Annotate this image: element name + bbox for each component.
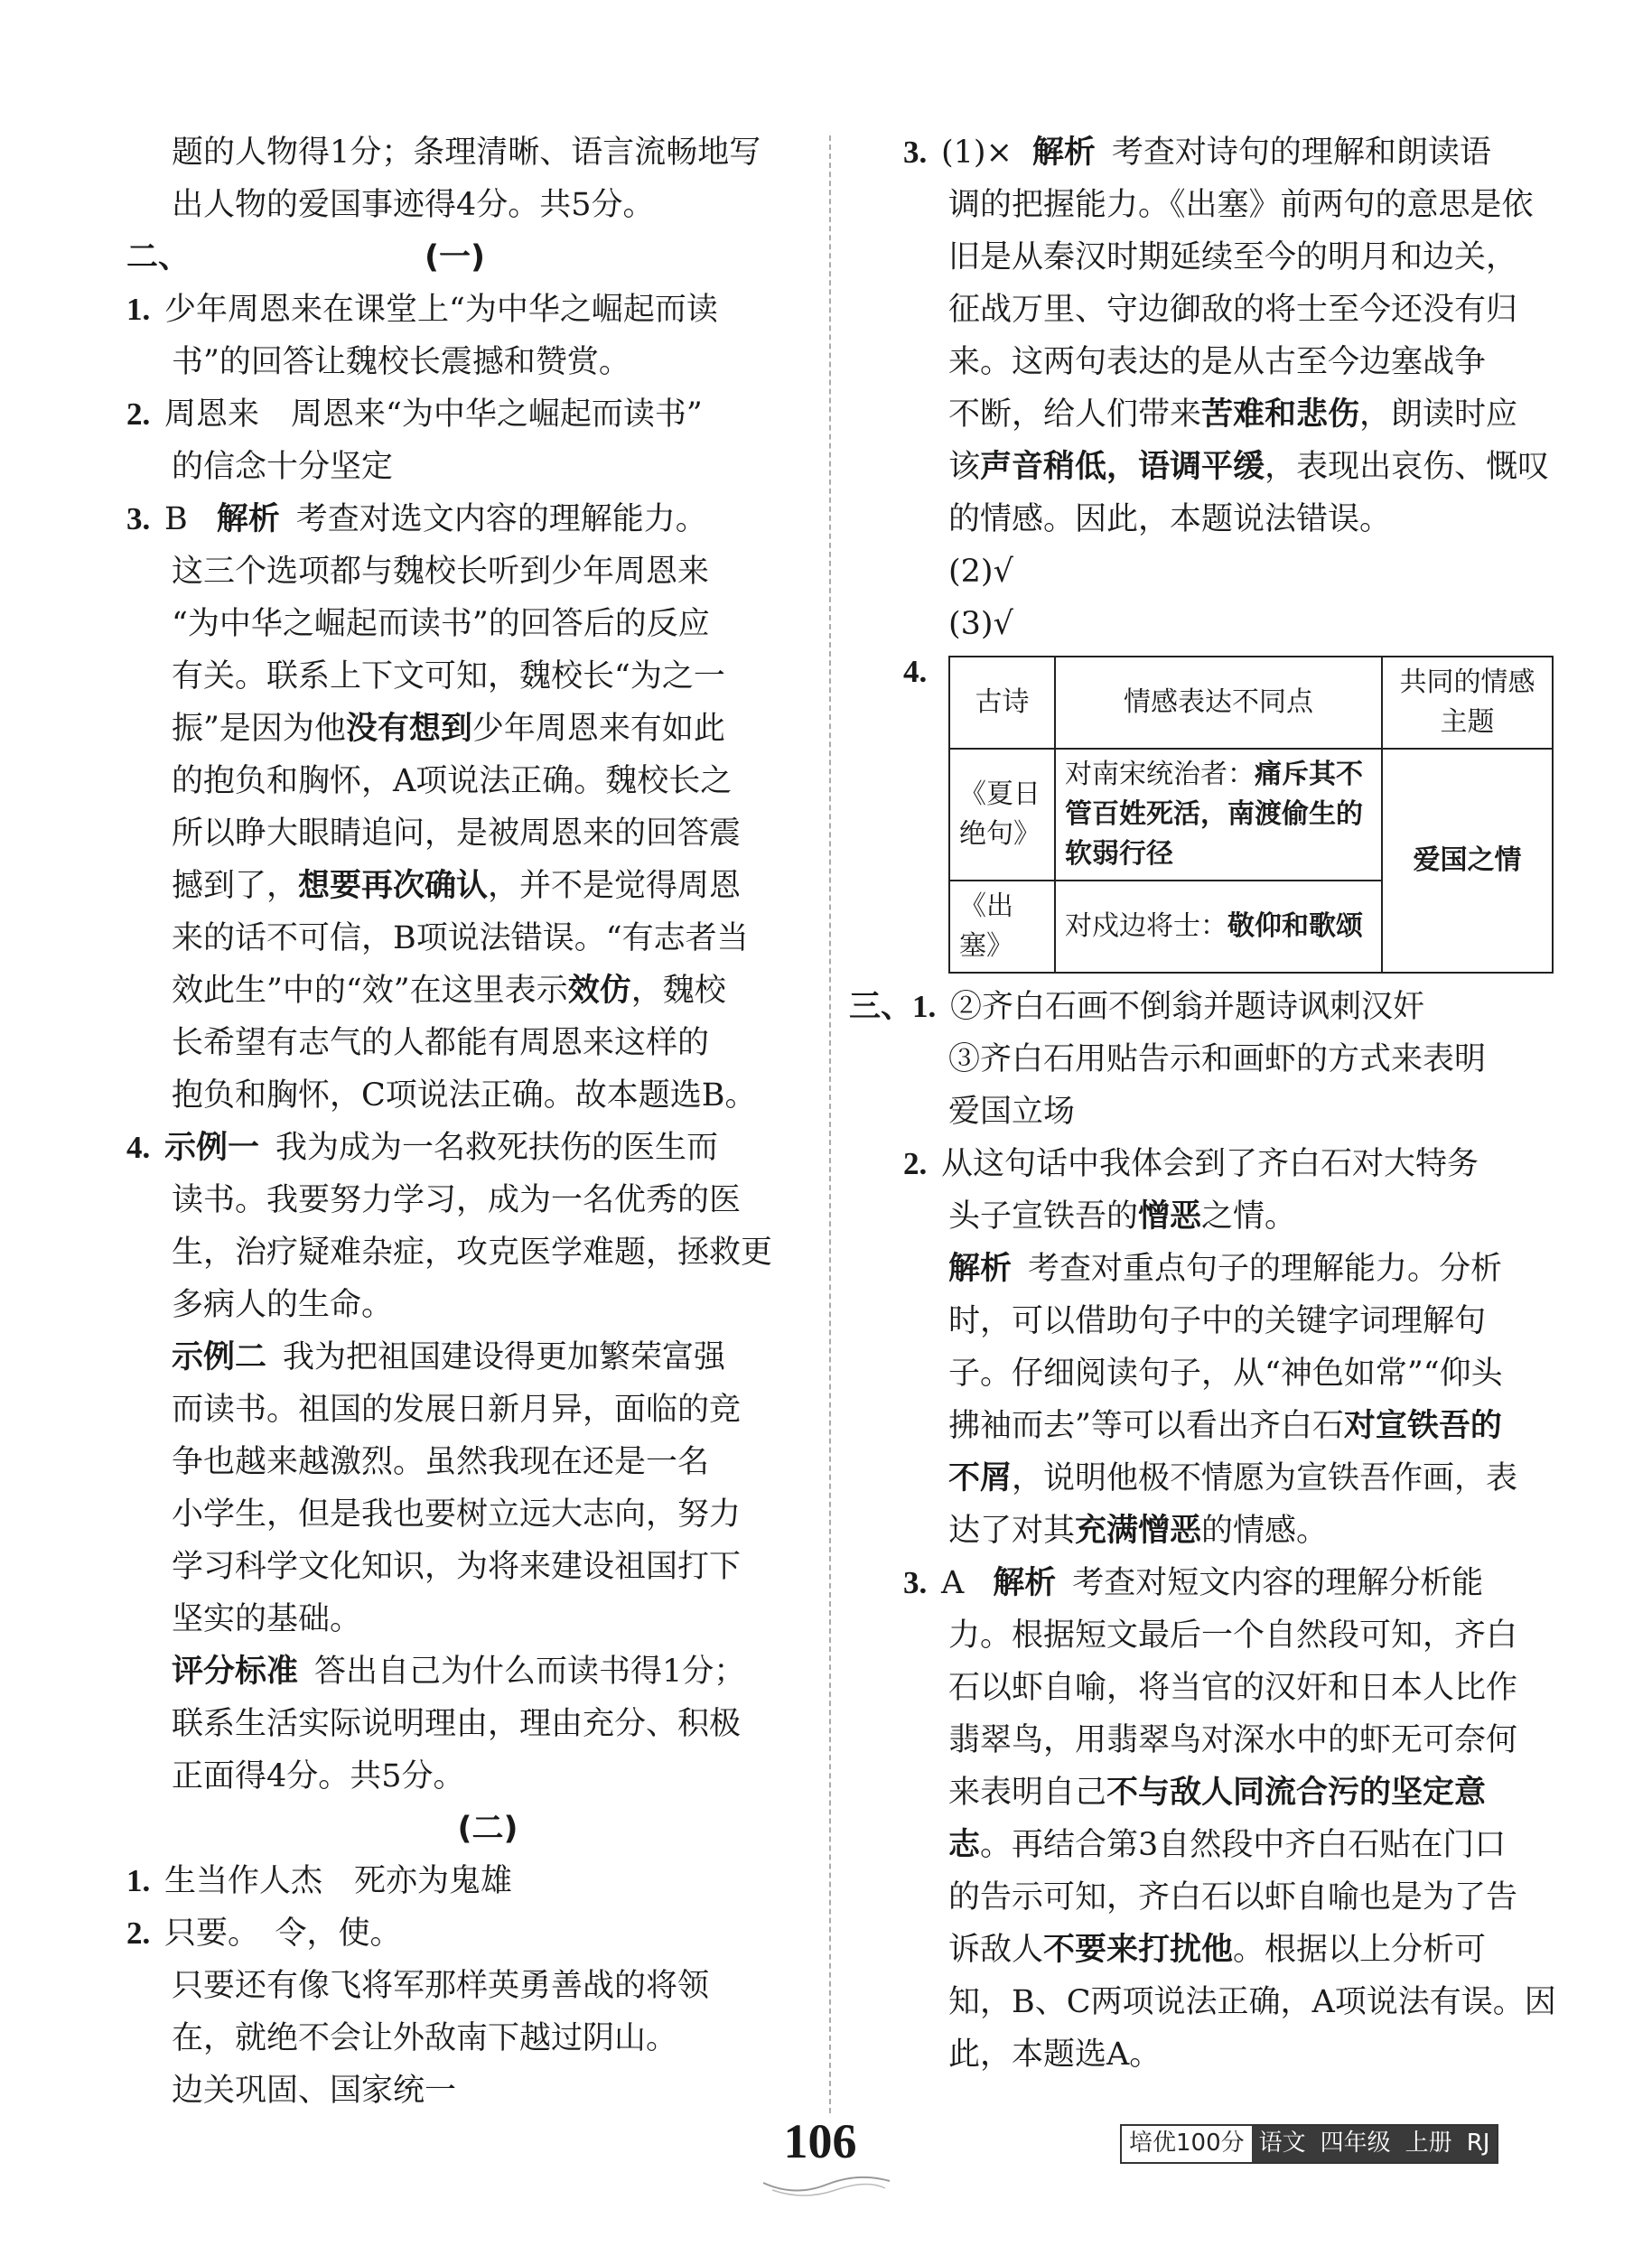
text-span: 撼到了， — [172, 868, 299, 904]
text-line: 旧是从秦汉时期延续至今的明月和边关， — [948, 239, 1518, 275]
common-theme-cell: 爱国之情 — [1382, 749, 1553, 973]
text-line: 长希望有志气的人都能有周恩来这样的 — [172, 1025, 710, 1061]
text-span: 头子宣铁吾的 — [948, 1198, 1139, 1235]
text-span: ，表现出哀伤、慨叹 — [1265, 449, 1550, 485]
subject-label: 语文 — [1252, 2126, 1313, 2162]
text-span: 少年周恩来在课堂上“为中华之崛起而读 — [164, 292, 718, 328]
text-line — [903, 1452, 1555, 1505]
text-span: 考查对诗句的理解和朗读语 — [1111, 135, 1491, 171]
poem-name: 《夏日绝句》 — [949, 749, 1055, 881]
text-line: 生，治疗疑难杂症，攻克医学难题，拯救更 — [172, 1235, 773, 1271]
text-line — [126, 703, 813, 755]
text-span: 我为成为一名救死扶伤的医生而 — [275, 1130, 719, 1166]
bold-span: 语调平缓 — [1138, 449, 1265, 485]
difference-cell — [1055, 881, 1382, 973]
item-number: 2. — [126, 1915, 151, 1951]
volume-label: 上册 — [1398, 2126, 1460, 2162]
text-line: 而读书。祖国的发展日新月异，面临的竞 — [172, 1392, 742, 1428]
bold-span: 苦难和悲伤 — [1201, 396, 1360, 433]
item-number: 4. — [903, 654, 928, 689]
text-line: 的情感。因此，本题说法错误。 — [948, 501, 1392, 537]
text-span: 之情。 — [1201, 1198, 1297, 1235]
table-row — [949, 749, 1553, 881]
text-line: 争也越来越激烈。虽然我现在还是一名 — [172, 1444, 710, 1480]
header-common-theme: 共同的情感主题 — [1382, 657, 1553, 749]
text-span: 周恩来 周恩来“为中华之崛起而读书” — [164, 396, 703, 433]
text-line: 知，B、C两项说法正确，A项说法有误。因 — [948, 1984, 1556, 2020]
text-line: 这三个选项都与魏校长听到少年周恩来 — [172, 554, 710, 590]
difference-cell — [1055, 749, 1382, 881]
item-number: 1. — [126, 292, 151, 327]
answer-letter: A — [941, 1565, 965, 1601]
item-number: 3. — [903, 1565, 928, 1600]
text-line: 子。仔细阅读句子，从“神色如常”“仰头 — [948, 1356, 1503, 1392]
text-span: 。再结合第3自然段中齐白石贴在门口 — [980, 1827, 1507, 1863]
text-line: 坚实的基础。 — [172, 1601, 362, 1637]
text-line: 爱国立场 — [948, 1094, 1076, 1130]
answer-letter: B — [164, 501, 188, 537]
text-span: 该 — [948, 449, 981, 485]
answer-item-table — [903, 650, 1555, 981]
example-label: 示例二 — [172, 1339, 267, 1375]
text-line: 多病人的生命。 — [172, 1287, 394, 1323]
text-line: 征战万里、守边御敌的将士至今还没有归 — [948, 292, 1518, 328]
text-line — [903, 1924, 1555, 1976]
text-line: ③齐白石用贴告示和画虾的方式来表明 — [948, 1041, 1487, 1077]
text-line — [903, 1190, 1555, 1243]
series-label: 培优100分 — [1122, 2126, 1252, 2162]
answer-item — [126, 1122, 813, 1174]
grade-label: 四年级 — [1313, 2126, 1398, 2162]
text-line: 只要还有像飞将军那样英勇善战的将领 — [172, 1968, 710, 2004]
bold-span: 对宣铁吾的 — [1343, 1408, 1502, 1444]
text-span: 从这句话中我体会到了齐白石对大特务 — [941, 1146, 1479, 1182]
text-line: 学习科学文化知识，为将来建设祖国打下 — [172, 1549, 742, 1585]
text-line: 此，本题选A。 — [948, 2037, 1162, 2073]
text-line: 读书。我要努力学习，成为一名优秀的医 — [172, 1182, 742, 1218]
text-span: 不断，给人们带来 — [948, 396, 1202, 433]
bold-span: 不要来打扰他 — [1043, 1932, 1234, 1968]
item-number: 4. — [126, 1130, 151, 1165]
text-line: 有关。联系上下文可知，魏校长“为之一 — [172, 658, 725, 694]
text-line: 调的把握能力。《出塞》前两句的意思是依 — [948, 187, 1534, 223]
text-line — [126, 1331, 813, 1384]
column-divider — [829, 135, 831, 2113]
analysis-label: 解析 — [216, 501, 280, 537]
part-heading: (二) — [457, 1811, 518, 1847]
text-line: 来。这两句表达的是从古至今边塞战争 — [948, 344, 1487, 380]
text-line: 的信念十分坚定 — [172, 449, 394, 485]
text-span: ，魏校 — [630, 973, 726, 1009]
left-column — [126, 126, 813, 2117]
text-line — [903, 1766, 1555, 1819]
text-line: 石以虾自喻，将当官的汉奸和日本人比作 — [948, 1670, 1518, 1706]
text-line: 力。根据短文最后一个自然段可知，齐白 — [948, 1617, 1518, 1654]
item-number: 3. — [903, 135, 928, 170]
text-span: 诉敌人 — [948, 1932, 1044, 1968]
text-span: 考查对重点句子的理解能力。分析 — [1028, 1251, 1503, 1287]
item-number: 2. — [903, 1146, 928, 1181]
text-span: 只要。 令，使。 — [164, 1915, 402, 1952]
book-series-badge — [1120, 2124, 1498, 2164]
text-line — [903, 1819, 1555, 1871]
text-line: 时，可以借助句子中的关键字词理解句 — [948, 1303, 1487, 1339]
text-span: 生当作人杰 死亦为鬼雄 — [164, 1863, 513, 1899]
text-span: 对南宋统治者： — [1065, 759, 1255, 790]
answer-item — [903, 126, 1555, 179]
header-poem: 古诗 — [949, 657, 1055, 749]
example-label: 示例一 — [164, 1130, 260, 1166]
scoring-label: 评分标准 — [172, 1654, 299, 1690]
bold-span: 不与敌人同流合污的坚定意 — [1106, 1775, 1487, 1811]
text-line — [126, 965, 813, 1017]
section-heading-2 — [126, 231, 813, 284]
part-heading: (一) — [425, 239, 485, 275]
text-span: 我为把祖国建设得更加繁荣富强 — [283, 1339, 726, 1375]
item-number: 1. — [912, 989, 937, 1024]
text-line: 的抱负和胸怀，A项说法正确。魏校长之 — [172, 763, 733, 799]
text-line: 翡翠鸟，用翡翠鸟对深水中的虾无可奈何 — [948, 1722, 1518, 1758]
poem-name: 《出塞》 — [949, 881, 1055, 973]
text-span: 振”是因为他 — [172, 711, 346, 747]
sub-answer: (3)√ — [948, 606, 1013, 642]
text-line: 抱负和胸怀，C项说法正确。故本题选B。 — [172, 1077, 757, 1114]
bold-span: 想要再次确认 — [298, 868, 489, 904]
text-line — [903, 388, 1555, 441]
text-line — [903, 1400, 1555, 1452]
text-line — [126, 860, 813, 912]
text-line: 出人物的爱国事迹得4分。共5分。 — [172, 187, 655, 223]
text-line: 在，就绝不会让外敌南下越过阴山。 — [172, 2020, 678, 2056]
wave-ornament-icon — [759, 2172, 894, 2199]
text-line: 正面得4分。共5分。 — [172, 1758, 465, 1794]
right-column — [849, 126, 1556, 2081]
answer-item — [903, 1138, 1555, 1190]
bold-span: 憎恶 — [1138, 1198, 1202, 1235]
header-difference: 情感表达不同点 — [1055, 657, 1382, 749]
sub-answer: (1)× — [941, 135, 1013, 171]
text-span: 考查对短文内容的理解分析能 — [1072, 1565, 1484, 1601]
text-line — [126, 1645, 813, 1698]
text-span: ，并不是觉得周恩 — [488, 868, 742, 904]
text-span: 来表明自己 — [948, 1775, 1107, 1811]
text-span: ，说明他极不情愿为宣铁吾作画，表 — [1012, 1460, 1518, 1496]
sub-answer: (2)√ — [948, 554, 1013, 590]
analysis-label: 解析 — [993, 1565, 1057, 1601]
answer-item — [126, 284, 813, 336]
edition-label: RJ — [1460, 2126, 1498, 2162]
table-header-row — [949, 657, 1553, 749]
bold-span: 没有想到 — [345, 711, 472, 747]
text-line: 的告示可知，齐白石以虾自喻也是为了告 — [948, 1879, 1518, 1915]
bold-span: 声音稍低 — [980, 449, 1107, 485]
text-span: 对戍边将士： — [1065, 910, 1227, 942]
answer-item — [126, 493, 813, 545]
text-line: 来的话不可信，B项说法错误。“有志者当 — [172, 920, 749, 956]
bold-span: 效仿 — [567, 973, 631, 1009]
text-line: 联系生活实际说明理由，理由充分、积极 — [172, 1706, 742, 1742]
item-number: 2. — [126, 396, 151, 432]
text-line: “为中华之崛起而读书”的回答后的反应 — [172, 606, 710, 642]
poem-comparison-table — [948, 656, 1554, 974]
text-line — [903, 1505, 1555, 1557]
answer-item — [126, 1907, 813, 1960]
bold-span: 敬仰和歌颂 — [1227, 910, 1363, 942]
text-span: 考查对选文内容的理解能力。 — [295, 501, 707, 537]
analysis-label: 解析 — [948, 1251, 1013, 1287]
text-line: 小学生，但是我也要树立远大志向，努力 — [172, 1496, 742, 1533]
answer-item — [126, 388, 813, 441]
item-number: 3. — [126, 501, 151, 536]
bold-span: 充满憎恶 — [1075, 1513, 1202, 1549]
bold-span: ， — [1106, 449, 1139, 485]
text-line: 题的人物得1分；条理清晰、语言流畅地写 — [172, 135, 761, 171]
text-span: ②齐白石画不倒翁并题诗讽刺汉奸 — [950, 989, 1425, 1025]
answer-item — [849, 981, 1555, 1033]
bold-span: 不屑 — [948, 1460, 1013, 1496]
text-line: 所以睁大眼睛追问，是被周恩来的回答震 — [172, 816, 742, 852]
page-number: 106 — [783, 2114, 857, 2168]
bold-span: 痛斥其不管百姓死活，南渡偷生的软弱行径 — [1065, 759, 1363, 870]
section-number: 三、 — [849, 989, 913, 1025]
text-span: 拂袖而去”等可以看出齐白石 — [948, 1408, 1344, 1444]
item-number: 1. — [126, 1863, 151, 1898]
text-line — [903, 441, 1555, 493]
text-span: 效此生”中的“效”在这里表示 — [172, 973, 568, 1009]
answer-item — [126, 1855, 813, 1907]
text-span: ，朗读时应 — [1359, 396, 1518, 433]
text-line: 书”的回答让魏校长震撼和赞赏。 — [172, 344, 630, 380]
analysis-label: 解析 — [1031, 135, 1096, 171]
bold-span: 志 — [948, 1827, 981, 1863]
text-span: 。根据以上分析可 — [1233, 1932, 1487, 1968]
text-line — [903, 1243, 1555, 1295]
answer-item — [903, 1557, 1555, 1609]
text-line: 边关巩固、国家统一 — [172, 2073, 457, 2109]
section-number: 二、 — [126, 239, 191, 275]
text-span: 的情感。 — [1201, 1513, 1329, 1549]
text-span: 少年周恩来有如此 — [471, 711, 725, 747]
text-span: 达了对其 — [948, 1513, 1076, 1549]
text-span: 答出自己为什么而读书得1分； — [314, 1654, 746, 1690]
